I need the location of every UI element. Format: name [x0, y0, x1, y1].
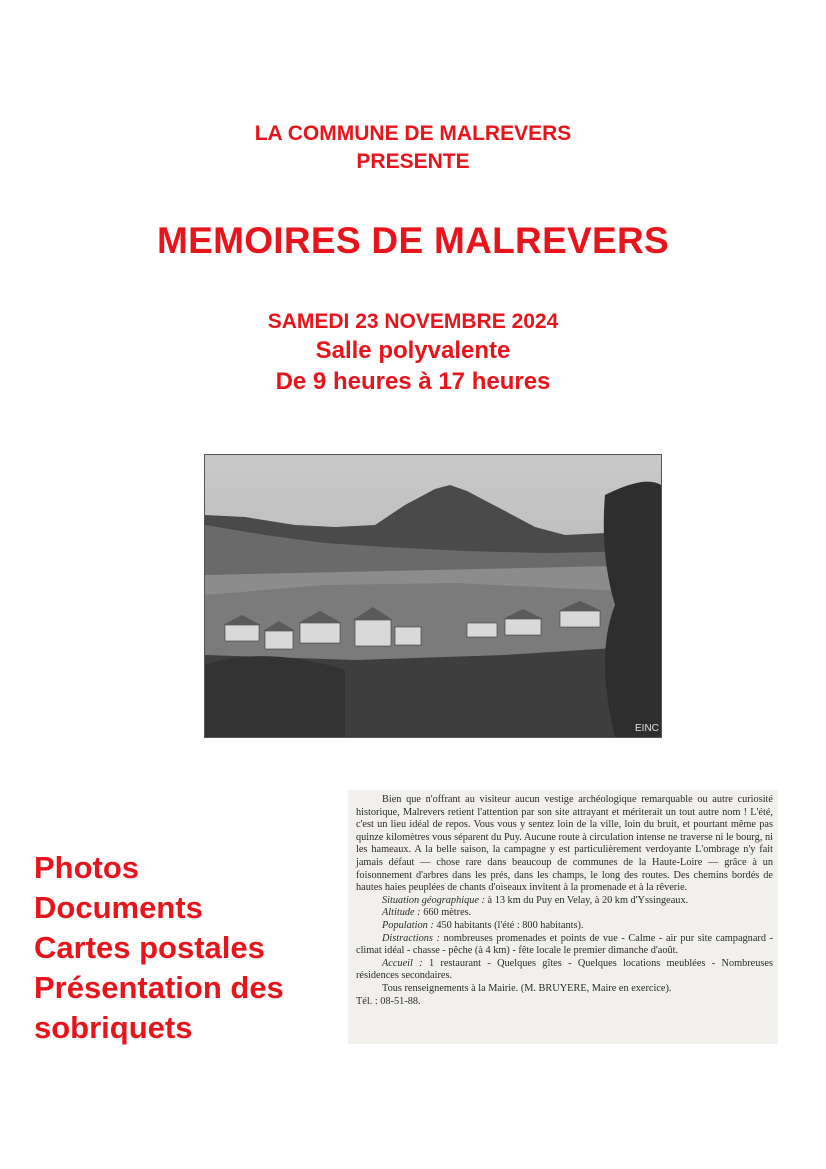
clipping-intro: Bien que n'offrant au visiteur aucun vestige archéologique remarquable ou autre curiosité historique, Malrevers retient l'attention par son site attrayant et mériterait un tout autre nom ! L'été, c'est un lieu idéal de repos. Vous vous y sentez loin de la ville, loin du bruit, et pourtant même pas quinze kilomètres vous séparent du Puy. Aucune route à circulation intense ne traverse ni le bourg, ni les hameaux. A la belle saison, la campagne y est particulièrement verdoyante L'ombrage n'y fait jamais défaut — chose rare dans beaucoup de communes de la Haute-Loire — grâce à un foisonnement d'arbres dans les prés, dans les champs, le long des routes. Des chemins bordés de hautes haies peuplées de chants d'oiseaux invitent à la promenade et à la rêverie. — [356, 794, 773, 894]
newspaper-clipping — [348, 790, 778, 1044]
clipping-phone: Tél. : 08-51-88. — [356, 995, 421, 1007]
feature-postcards: Cartes postales — [34, 930, 265, 965]
page-title: MEMOIRES DE MALREVERS — [156, 220, 669, 261]
feature-nicknames: sobriquets — [34, 1010, 193, 1045]
photo-mark: EINC — [635, 723, 659, 734]
clipping-population: Population : 450 habitants (l'été : 800 habitants). — [382, 919, 584, 931]
clipping-accueil: Accueil : 1 restaurant - Quelques gîtes - Quelques locations meublées - Nombreuses résidences secondaires. — [356, 957, 773, 982]
event-venue: Salle polyvalente — [315, 337, 511, 364]
feature-photos: Photos — [34, 850, 140, 885]
clipping-distractions: Distractions : nombreuses promenades et points de vue - Calme - air pur site campagnard - climat idéal - chasse - pêche (à 4 km) - fête locale le premier dimanche d'août. — [356, 932, 774, 957]
village-landscape-image — [205, 455, 661, 737]
presenter-line: LA COMMUNE DE MALREVERS — [254, 122, 572, 145]
clipping-altitude: Altitude : 660 mètres. — [382, 907, 472, 919]
village-photo — [204, 454, 662, 738]
event-date: SAMEDI 23 NOVEMBRE 2024 — [267, 310, 559, 333]
feature-presentation: Présentation des — [34, 970, 284, 1005]
feature-documents: Documents — [34, 890, 203, 925]
presents-line: PRESENTE — [356, 150, 470, 173]
clipping-situation: Situation géographique : à 13 km du Puy en Velay, à 20 km d'Yssingeaux. — [382, 894, 689, 906]
features-list — [34, 848, 284, 1048]
clipping-info: Tous renseignements à la Mairie. (M. BRUYERE, Maire en exercice). — [382, 982, 672, 994]
event-hours: De 9 heures à 17 heures — [275, 368, 551, 395]
